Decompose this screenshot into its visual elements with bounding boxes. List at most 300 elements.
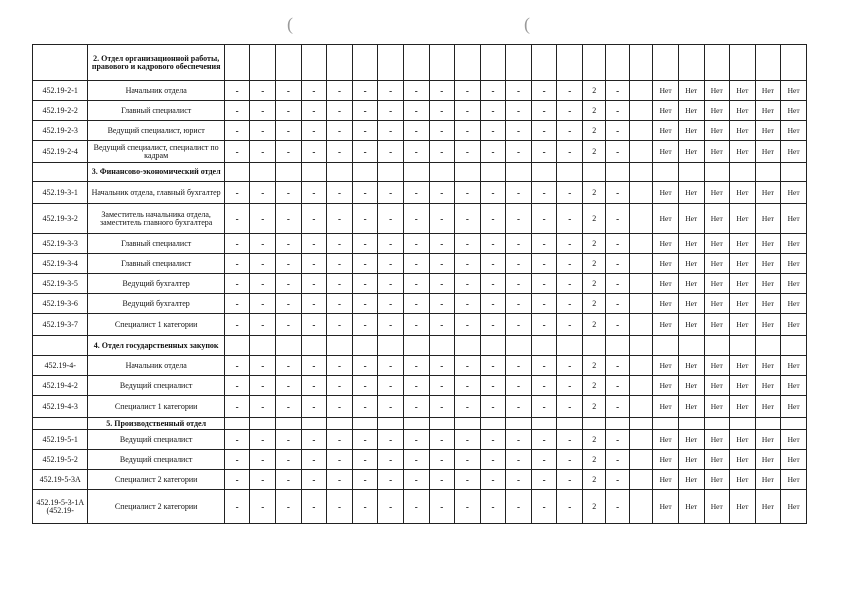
- net-cell: Нет: [678, 121, 704, 141]
- dash-cell: -: [506, 430, 532, 450]
- dash-cell: -: [224, 396, 250, 418]
- dash-cell: -: [276, 182, 302, 204]
- dash-cell: -: [276, 450, 302, 470]
- dash-cell: -: [250, 234, 276, 254]
- dash-cell: -: [327, 182, 353, 204]
- dash-cell: -: [557, 490, 583, 524]
- net-cell: Нет: [755, 141, 781, 163]
- empty-cell: [301, 336, 327, 356]
- value-two-cell: 2: [582, 470, 605, 490]
- dash-cell: -: [455, 376, 481, 396]
- net-cell: Нет: [704, 204, 730, 234]
- position-name: Специалист 1 категории: [88, 396, 224, 418]
- empty-cell: [629, 430, 652, 450]
- dash-cell: -: [250, 141, 276, 163]
- dash-cell: -: [301, 450, 327, 470]
- dash-cell: -: [224, 101, 250, 121]
- net-cell: Нет: [653, 450, 679, 470]
- dash-cell: -: [455, 450, 481, 470]
- table-row: [33, 141, 807, 163]
- empty-cell: [352, 418, 378, 430]
- empty-cell: [781, 45, 807, 81]
- dash-cell: -: [224, 141, 250, 163]
- empty-cell: [629, 81, 652, 101]
- empty-cell: [582, 418, 605, 430]
- dash-cell: -: [429, 314, 455, 336]
- value-two-cell: 2: [582, 294, 605, 314]
- dash-cell: -: [557, 101, 583, 121]
- dash-cell: -: [606, 101, 629, 121]
- dash-cell: -: [506, 204, 532, 234]
- dash-cell: -: [250, 254, 276, 274]
- empty-cell: [250, 336, 276, 356]
- dash-cell: -: [403, 430, 429, 450]
- position-code: 452.19-4-: [33, 356, 88, 376]
- position-name: Ведущий специалист: [88, 430, 224, 450]
- net-cell: Нет: [704, 182, 730, 204]
- net-cell: Нет: [781, 356, 807, 376]
- dash-cell: -: [224, 81, 250, 101]
- dash-cell: -: [327, 141, 353, 163]
- position-code: 452.19-4-2: [33, 376, 88, 396]
- section-title: 3. Финансово-экономический отдел: [88, 163, 224, 182]
- net-cell: Нет: [730, 204, 756, 234]
- net-cell: Нет: [781, 430, 807, 450]
- dash-cell: -: [606, 204, 629, 234]
- net-cell: Нет: [678, 396, 704, 418]
- net-cell: Нет: [781, 101, 807, 121]
- dash-cell: -: [557, 314, 583, 336]
- dash-cell: -: [301, 430, 327, 450]
- empty-cell: [403, 45, 429, 81]
- section-code-cell: [33, 418, 88, 430]
- empty-cell: [403, 336, 429, 356]
- empty-cell: [327, 336, 353, 356]
- dash-cell: -: [301, 81, 327, 101]
- net-cell: Нет: [678, 81, 704, 101]
- empty-cell: [378, 336, 404, 356]
- dash-cell: -: [429, 234, 455, 254]
- net-cell: Нет: [653, 234, 679, 254]
- net-cell: Нет: [653, 121, 679, 141]
- dash-cell: -: [250, 356, 276, 376]
- dash-cell: -: [224, 490, 250, 524]
- dash-cell: -: [531, 314, 557, 336]
- empty-cell: [250, 45, 276, 81]
- position-code: 452.19-5-2: [33, 450, 88, 470]
- dash-cell: -: [301, 141, 327, 163]
- value-two-cell: 2: [582, 430, 605, 450]
- table-row: [33, 314, 807, 336]
- net-cell: Нет: [653, 356, 679, 376]
- position-name: Заместитель начальника отдела, заместитель главного бухгалтера: [88, 204, 224, 234]
- empty-cell: [429, 336, 455, 356]
- net-cell: Нет: [781, 294, 807, 314]
- dash-cell: -: [378, 141, 404, 163]
- dash-cell: -: [506, 396, 532, 418]
- empty-cell: [352, 336, 378, 356]
- dash-cell: -: [557, 470, 583, 490]
- net-cell: Нет: [730, 234, 756, 254]
- section-row: [33, 418, 807, 430]
- dash-cell: -: [327, 314, 353, 336]
- dash-cell: -: [455, 430, 481, 450]
- dash-cell: -: [429, 294, 455, 314]
- empty-cell: [455, 45, 481, 81]
- position-name: Начальник отдела, главный бухгалтер: [88, 182, 224, 204]
- dash-cell: -: [276, 470, 302, 490]
- dash-cell: -: [276, 430, 302, 450]
- empty-cell: [224, 418, 250, 430]
- dash-cell: -: [455, 204, 481, 234]
- empty-cell: [276, 336, 302, 356]
- empty-cell: [629, 274, 652, 294]
- dash-cell: -: [250, 182, 276, 204]
- table-row: [33, 274, 807, 294]
- dash-cell: -: [455, 396, 481, 418]
- dash-cell: -: [301, 376, 327, 396]
- net-cell: Нет: [781, 234, 807, 254]
- dash-cell: -: [276, 294, 302, 314]
- section-title: 2. Отдел организационной работы, правового и кадрового обеспечения: [88, 45, 224, 81]
- net-cell: Нет: [704, 470, 730, 490]
- net-cell: Нет: [755, 274, 781, 294]
- net-cell: Нет: [730, 376, 756, 396]
- dash-cell: -: [480, 254, 506, 274]
- empty-cell: [629, 45, 652, 81]
- dash-cell: -: [506, 356, 532, 376]
- dash-cell: -: [250, 101, 276, 121]
- empty-cell: [506, 418, 532, 430]
- dash-cell: -: [429, 204, 455, 234]
- dash-cell: -: [403, 314, 429, 336]
- net-cell: Нет: [653, 490, 679, 524]
- dash-cell: -: [506, 376, 532, 396]
- dash-cell: -: [429, 450, 455, 470]
- table-row: [33, 254, 807, 274]
- dash-cell: -: [455, 470, 481, 490]
- table-row: [33, 430, 807, 450]
- empty-cell: [606, 418, 629, 430]
- dash-cell: -: [480, 376, 506, 396]
- net-cell: Нет: [653, 274, 679, 294]
- net-cell: Нет: [653, 314, 679, 336]
- empty-cell: [678, 45, 704, 81]
- empty-cell: [301, 418, 327, 430]
- net-cell: Нет: [704, 141, 730, 163]
- net-cell: Нет: [704, 274, 730, 294]
- dash-cell: -: [429, 396, 455, 418]
- dash-cell: -: [276, 234, 302, 254]
- empty-cell: [557, 163, 583, 182]
- dash-cell: -: [403, 356, 429, 376]
- value-two-cell: 2: [582, 121, 605, 141]
- empty-cell: [704, 163, 730, 182]
- net-cell: Нет: [730, 490, 756, 524]
- empty-cell: [250, 163, 276, 182]
- dash-cell: -: [224, 234, 250, 254]
- dash-cell: -: [378, 101, 404, 121]
- dash-cell: -: [557, 274, 583, 294]
- dash-cell: -: [224, 121, 250, 141]
- position-code: 452.19-5-3А: [33, 470, 88, 490]
- empty-cell: [480, 418, 506, 430]
- dash-cell: -: [531, 121, 557, 141]
- empty-cell: [629, 182, 652, 204]
- position-name: Ведущий специалист: [88, 376, 224, 396]
- empty-cell: [327, 418, 353, 430]
- dash-cell: -: [327, 121, 353, 141]
- dash-cell: -: [378, 470, 404, 490]
- scan-mark-left: (: [287, 14, 293, 34]
- net-cell: Нет: [730, 294, 756, 314]
- dash-cell: -: [403, 254, 429, 274]
- dash-cell: -: [606, 254, 629, 274]
- dash-cell: -: [276, 490, 302, 524]
- dash-cell: -: [403, 101, 429, 121]
- empty-cell: [403, 418, 429, 430]
- dash-cell: -: [327, 204, 353, 234]
- empty-cell: [455, 163, 481, 182]
- net-cell: Нет: [653, 294, 679, 314]
- dash-cell: -: [480, 121, 506, 141]
- empty-cell: [629, 101, 652, 121]
- net-cell: Нет: [730, 450, 756, 470]
- empty-cell: [531, 418, 557, 430]
- dash-cell: -: [301, 274, 327, 294]
- net-cell: Нет: [678, 376, 704, 396]
- dash-cell: -: [224, 274, 250, 294]
- dash-cell: -: [455, 274, 481, 294]
- table-row: [33, 490, 807, 524]
- dash-cell: -: [531, 81, 557, 101]
- dash-cell: -: [403, 234, 429, 254]
- net-cell: Нет: [704, 234, 730, 254]
- empty-cell: [781, 163, 807, 182]
- dash-cell: -: [276, 141, 302, 163]
- net-cell: Нет: [704, 121, 730, 141]
- net-cell: Нет: [730, 356, 756, 376]
- position-code: 452.19-3-4: [33, 254, 88, 274]
- dash-cell: -: [429, 182, 455, 204]
- net-cell: Нет: [781, 314, 807, 336]
- empty-cell: [224, 163, 250, 182]
- dash-cell: -: [352, 182, 378, 204]
- dash-cell: -: [276, 274, 302, 294]
- net-cell: Нет: [678, 141, 704, 163]
- table-row: [33, 182, 807, 204]
- empty-cell: [403, 163, 429, 182]
- dash-cell: -: [378, 234, 404, 254]
- position-code: 452.19-3-2: [33, 204, 88, 234]
- dash-cell: -: [378, 490, 404, 524]
- dash-cell: -: [531, 254, 557, 274]
- net-cell: Нет: [781, 182, 807, 204]
- empty-cell: [629, 163, 652, 182]
- dash-cell: -: [429, 141, 455, 163]
- net-cell: Нет: [653, 396, 679, 418]
- net-cell: Нет: [678, 274, 704, 294]
- dash-cell: -: [480, 141, 506, 163]
- empty-cell: [582, 336, 605, 356]
- position-code: 452.19-2-2: [33, 101, 88, 121]
- net-cell: Нет: [653, 204, 679, 234]
- dash-cell: -: [276, 376, 302, 396]
- dash-cell: -: [480, 234, 506, 254]
- dash-cell: -: [455, 356, 481, 376]
- section-row: [33, 336, 807, 356]
- empty-cell: [755, 45, 781, 81]
- position-code: 452.19-3-3: [33, 234, 88, 254]
- empty-cell: [506, 163, 532, 182]
- dash-cell: -: [378, 430, 404, 450]
- empty-cell: [629, 254, 652, 274]
- dash-cell: -: [606, 490, 629, 524]
- dash-cell: -: [378, 204, 404, 234]
- dash-cell: -: [480, 204, 506, 234]
- net-cell: Нет: [730, 396, 756, 418]
- dash-cell: -: [455, 314, 481, 336]
- dash-cell: -: [352, 376, 378, 396]
- net-cell: Нет: [755, 121, 781, 141]
- dash-cell: -: [455, 490, 481, 524]
- staff-table: [32, 44, 807, 524]
- dash-cell: -: [557, 356, 583, 376]
- empty-cell: [730, 163, 756, 182]
- dash-cell: -: [557, 450, 583, 470]
- dash-cell: -: [429, 470, 455, 490]
- empty-cell: [429, 418, 455, 430]
- dash-cell: -: [352, 121, 378, 141]
- table-row: [33, 204, 807, 234]
- net-cell: Нет: [678, 470, 704, 490]
- dash-cell: -: [480, 314, 506, 336]
- dash-cell: -: [480, 430, 506, 450]
- section-code-cell: [33, 163, 88, 182]
- dash-cell: -: [557, 376, 583, 396]
- empty-cell: [506, 336, 532, 356]
- value-two-cell: 2: [582, 490, 605, 524]
- dash-cell: -: [352, 450, 378, 470]
- dash-cell: -: [531, 430, 557, 450]
- dash-cell: -: [352, 101, 378, 121]
- dash-cell: -: [606, 234, 629, 254]
- position-name: Ведущий специалист: [88, 450, 224, 470]
- empty-cell: [557, 418, 583, 430]
- net-cell: Нет: [704, 376, 730, 396]
- empty-cell: [678, 336, 704, 356]
- dash-cell: -: [250, 204, 276, 234]
- dash-cell: -: [327, 294, 353, 314]
- dash-cell: -: [506, 490, 532, 524]
- net-cell: Нет: [704, 254, 730, 274]
- dash-cell: -: [250, 450, 276, 470]
- dash-cell: -: [531, 450, 557, 470]
- dash-cell: -: [531, 274, 557, 294]
- dash-cell: -: [327, 470, 353, 490]
- dash-cell: -: [403, 294, 429, 314]
- net-cell: Нет: [755, 430, 781, 450]
- dash-cell: -: [352, 234, 378, 254]
- net-cell: Нет: [755, 396, 781, 418]
- net-cell: Нет: [781, 376, 807, 396]
- dash-cell: -: [250, 396, 276, 418]
- net-cell: Нет: [730, 470, 756, 490]
- net-cell: Нет: [678, 254, 704, 274]
- dash-cell: -: [531, 356, 557, 376]
- dash-cell: -: [250, 81, 276, 101]
- dash-cell: -: [506, 470, 532, 490]
- dash-cell: -: [301, 121, 327, 141]
- dash-cell: -: [506, 81, 532, 101]
- empty-cell: [352, 45, 378, 81]
- net-cell: Нет: [653, 376, 679, 396]
- dash-cell: -: [378, 121, 404, 141]
- dash-cell: -: [378, 274, 404, 294]
- empty-cell: [582, 163, 605, 182]
- net-cell: Нет: [755, 182, 781, 204]
- position-name: Главный специалист: [88, 234, 224, 254]
- dash-cell: -: [606, 274, 629, 294]
- dash-cell: -: [276, 254, 302, 274]
- empty-cell: [378, 163, 404, 182]
- empty-cell: [301, 45, 327, 81]
- dash-cell: -: [403, 141, 429, 163]
- dash-cell: -: [606, 314, 629, 336]
- dash-cell: -: [455, 254, 481, 274]
- empty-cell: [653, 336, 679, 356]
- value-two-cell: 2: [582, 450, 605, 470]
- position-name: Специалист 2 категории: [88, 490, 224, 524]
- dash-cell: -: [224, 314, 250, 336]
- dash-cell: -: [224, 450, 250, 470]
- position-code: 452.19-4-3: [33, 396, 88, 418]
- net-cell: Нет: [704, 430, 730, 450]
- dash-cell: -: [224, 430, 250, 450]
- empty-cell: [629, 314, 652, 336]
- empty-cell: [755, 163, 781, 182]
- dash-cell: -: [224, 376, 250, 396]
- dash-cell: -: [480, 470, 506, 490]
- net-cell: Нет: [730, 274, 756, 294]
- dash-cell: -: [506, 294, 532, 314]
- position-code: 452.19-3-5: [33, 274, 88, 294]
- empty-cell: [653, 163, 679, 182]
- dash-cell: -: [506, 274, 532, 294]
- net-cell: Нет: [781, 81, 807, 101]
- empty-cell: [250, 418, 276, 430]
- value-two-cell: 2: [582, 356, 605, 376]
- empty-cell: [606, 163, 629, 182]
- dash-cell: -: [606, 376, 629, 396]
- net-cell: Нет: [755, 101, 781, 121]
- dash-cell: -: [276, 101, 302, 121]
- dash-cell: -: [480, 274, 506, 294]
- dash-cell: -: [250, 490, 276, 524]
- dash-cell: -: [429, 101, 455, 121]
- dash-cell: -: [403, 274, 429, 294]
- empty-cell: [730, 336, 756, 356]
- net-cell: Нет: [755, 356, 781, 376]
- dash-cell: -: [480, 396, 506, 418]
- dash-cell: -: [352, 356, 378, 376]
- position-name: Начальник отдела: [88, 356, 224, 376]
- net-cell: Нет: [755, 204, 781, 234]
- dash-cell: -: [403, 376, 429, 396]
- empty-cell: [582, 45, 605, 81]
- dash-cell: -: [250, 430, 276, 450]
- dash-cell: -: [301, 182, 327, 204]
